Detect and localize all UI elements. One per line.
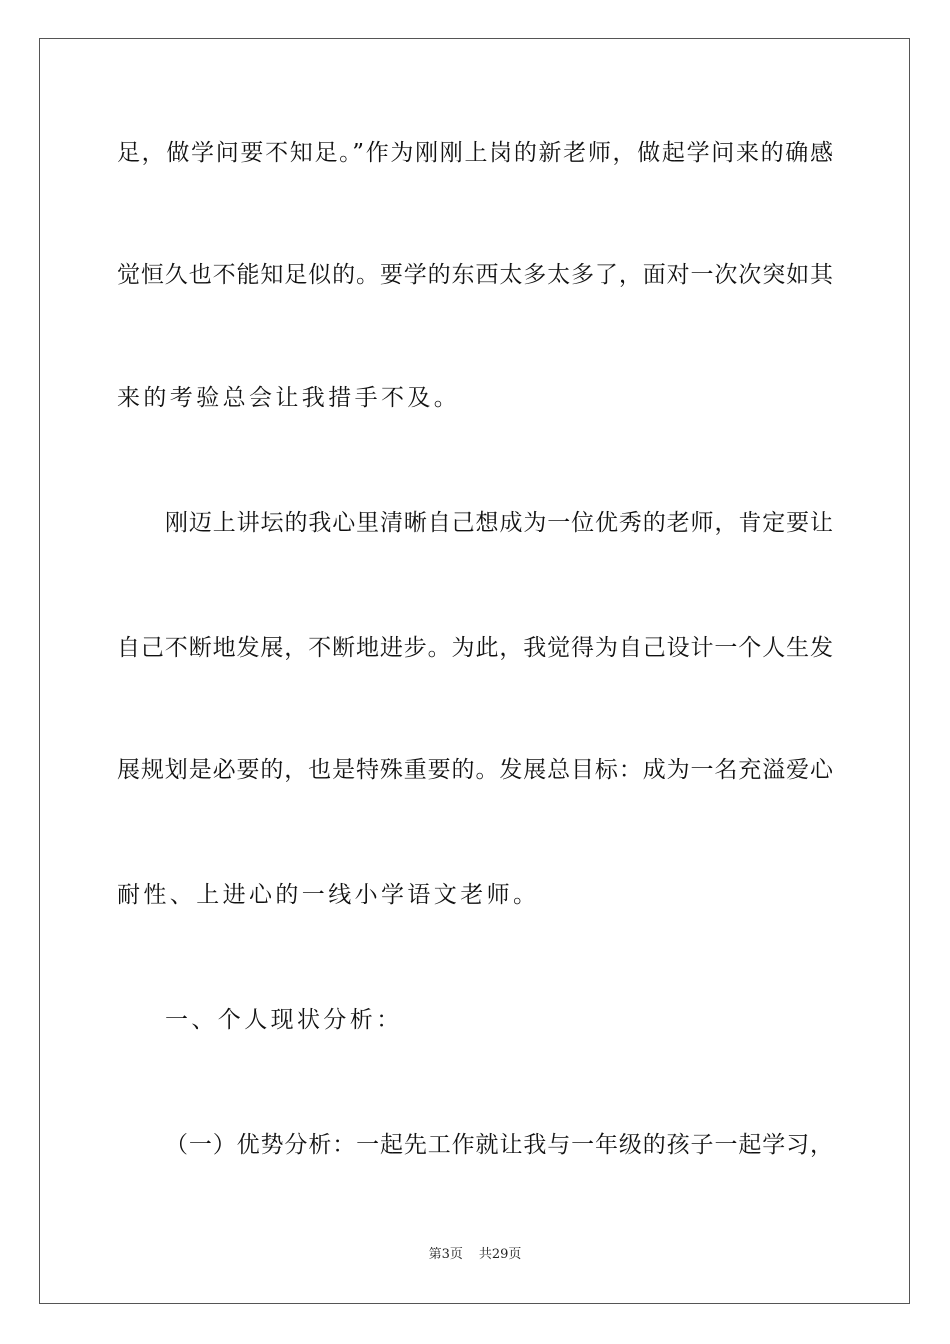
page-footer: [0, 1246, 950, 1264]
paragraph-line-7: 耐性、上进心的一线小学语文老师。: [117, 882, 540, 908]
paragraph-line-6: 展规划是必要的，也是特殊重要的。发展总目标：成为一名充溢爱心: [117, 757, 833, 783]
paragraph-line-4: 刚迈上讲坛的我心里清晰自己想成为一位优秀的老师，肯定要让: [165, 510, 833, 536]
page-total: 共29页: [478, 1247, 522, 1262]
paragraph-line-3: 来的考验总会让我措手不及。: [117, 385, 461, 411]
page-border: [39, 38, 910, 1304]
paragraph-line-5: 自己不断地发展，不断地进步。为此，我觉得为自己设计一个人生发: [117, 635, 833, 661]
paragraph-line-9: （一）优势分析：一起先工作就让我与一年级的孩子一起学习，: [165, 1132, 833, 1158]
paragraph-line-1: 足，做学问要不知足。”作为刚刚上岗的新老师，做起学问来的确感: [117, 140, 833, 166]
page-number: 第3页: [428, 1247, 463, 1262]
paragraph-line-2: 觉恒久也不能知足似的。要学的东西太多太多了，面对一次次突如其: [117, 262, 833, 288]
section-heading: 一、个人现状分析：: [165, 1007, 403, 1033]
